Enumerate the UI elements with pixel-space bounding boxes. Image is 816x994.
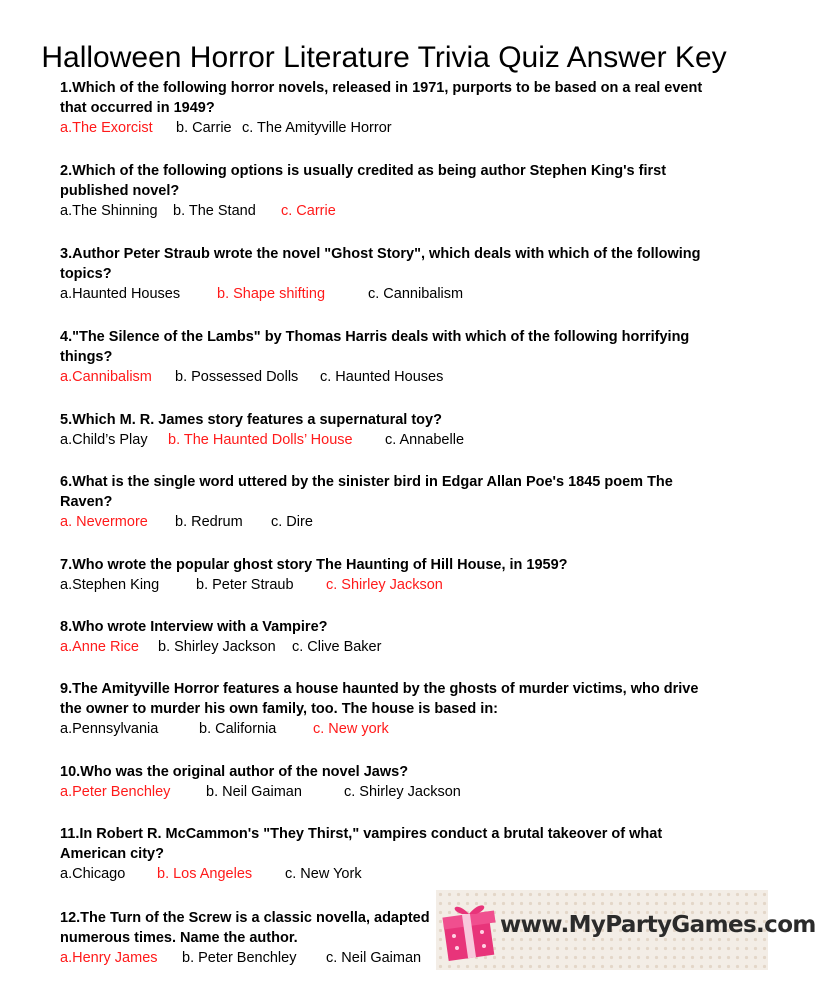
option-b: b. Peter Benchley [182, 950, 297, 966]
question-10 [60, 762, 710, 802]
question-text: 2.Which of the following options is usually credited as being author Stephen King's first published novel? [60, 163, 667, 199]
option-b: b. Redrum [175, 514, 243, 530]
site-logo-text: www.MyPartyGames.com [500, 912, 816, 938]
option-a: a.Cannibalism [60, 369, 152, 385]
question-3 [60, 244, 710, 304]
option-c: c. Shirley Jackson [344, 784, 461, 800]
site-logo [436, 890, 816, 970]
option-b: b. Shirley Jackson [158, 639, 276, 655]
answer-options [60, 948, 440, 968]
answer-options [60, 575, 710, 595]
option-a: a.Chicago [60, 866, 126, 882]
option-c: c. New York [285, 866, 362, 882]
answer-options [60, 367, 710, 387]
option-a: a.The Exorcist [60, 120, 153, 136]
option-c: c. Carrie [281, 203, 336, 219]
option-c: c. Dire [271, 514, 313, 530]
question-text: 1.Which of the following horror novels, released in 1971, purports to be based on a real event that occurred in 1949? [60, 80, 703, 116]
question-text: 8.Who wrote Interview with a Vampire? [60, 619, 328, 635]
question-5 [60, 410, 710, 450]
gift-box-icon [442, 896, 498, 962]
option-a: a.Peter Benchley [60, 784, 171, 800]
question-4 [60, 327, 710, 387]
question-6 [60, 472, 710, 532]
question-text: 10.Who was the original author of the novel Jaws? [60, 764, 409, 780]
option-a: a. Nevermore [60, 514, 148, 530]
question-text: 12.The Turn of the Screw is a classic novella, adapted numerous times. Name the author. [60, 910, 430, 946]
option-a: a.Henry James [60, 950, 158, 966]
question-9 [60, 679, 710, 739]
question-text: 6.What is the single word uttered by the sinister bird in Edgar Allan Poe's 1845 poem The Raven? [60, 474, 673, 510]
option-b: b. The Haunted Dolls’ House [168, 432, 353, 448]
option-a: a.Haunted Houses [60, 286, 181, 302]
question-text: 9.The Amityville Horror features a house haunted by the ghosts of murder victims, who drive the owner to murder his own family, too. The house is based in: [60, 681, 699, 717]
option-c: c. New york [313, 721, 389, 737]
option-a: a.Child’s Play [60, 432, 148, 448]
question-12 [60, 908, 440, 968]
answer-options [60, 719, 710, 739]
question-text: 5.Which M. R. James story features a supernatural toy? [60, 412, 442, 428]
option-b: b. Carrie [176, 120, 232, 136]
option-a: a.Stephen King [60, 577, 160, 593]
option-c: c. The Amityville Horror [242, 120, 392, 136]
option-b: b. Peter Straub [196, 577, 294, 593]
answer-options [60, 284, 710, 304]
question-text: 11.In Robert R. McCammon's "They Thirst," vampires conduct a brutal takeover of what American city? [60, 826, 663, 862]
question-2 [60, 161, 710, 221]
option-b: b. The Stand [173, 203, 256, 219]
question-8 [60, 617, 710, 657]
option-b: b. California [199, 721, 277, 737]
option-b: b. Neil Gaiman [206, 784, 302, 800]
option-c: c. Cannibalism [368, 286, 464, 302]
option-c: c. Clive Baker [292, 639, 382, 655]
question-text: 7.Who wrote the popular ghost story The Haunting of Hill House, in 1959? [60, 557, 568, 573]
question-1 [60, 78, 710, 138]
option-a: a.Anne Rice [60, 639, 139, 655]
answer-options [60, 637, 710, 657]
answer-options [60, 118, 710, 138]
option-c: c. Neil Gaiman [326, 950, 422, 966]
answer-options [60, 782, 710, 802]
option-c: c. Shirley Jackson [326, 577, 443, 593]
answer-options [60, 201, 710, 221]
question-text: 4."The Silence of the Lambs" by Thomas Harris deals with which of the following horrifying things? [60, 329, 690, 365]
question-text: 3.Author Peter Straub wrote the novel "Ghost Story", which deals with which of the following topics? [60, 246, 701, 282]
option-a: a.Pennsylvania [60, 721, 159, 737]
option-b: b. Shape shifting [217, 286, 326, 302]
option-c: c. Annabelle [385, 432, 465, 448]
answer-options [60, 864, 710, 884]
question-11 [60, 824, 710, 884]
option-a: a.The Shinning [60, 203, 158, 219]
option-b: b. Los Angeles [157, 866, 253, 882]
answer-options [60, 512, 710, 532]
option-b: b. Possessed Dolls [175, 369, 299, 385]
page-title: Halloween Horror Literature Trivia Quiz Answer Key [41, 41, 727, 74]
option-c: c. Haunted Houses [320, 369, 444, 385]
answer-options [60, 430, 710, 450]
question-7 [60, 555, 710, 595]
